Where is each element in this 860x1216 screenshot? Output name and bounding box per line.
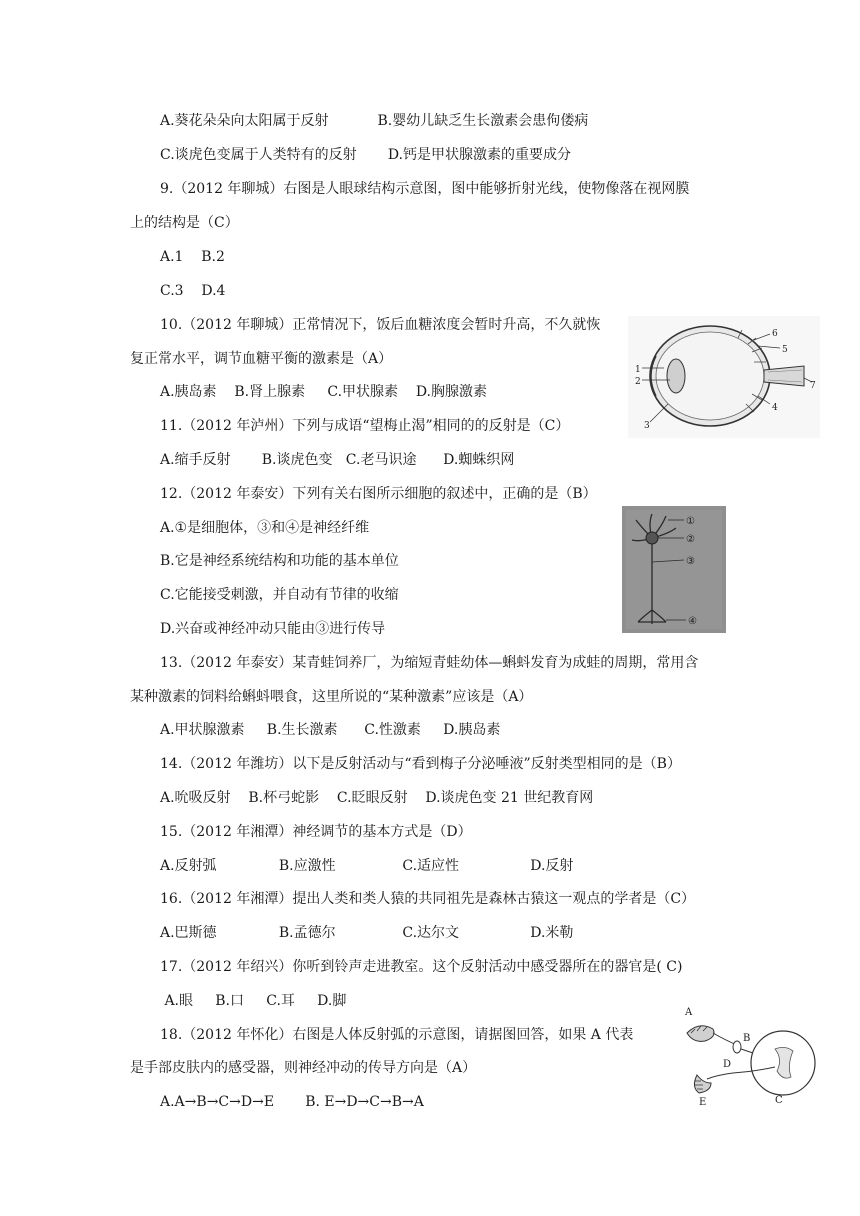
q10-options: A.胰岛素 B.肾上腺素 C.甲状腺素 D.胸腺激素 — [160, 384, 487, 400]
q11-options: A.缩手反射 B.谈虎色变 C.老马识途 D.蜘蛛织网 — [160, 452, 515, 468]
neuron-label-4: ④ — [688, 616, 697, 627]
reflex-label-b: B — [743, 1033, 751, 1044]
q15-stem: 15.（2012 年湘潭）神经调节的基本方式是（D） — [160, 824, 472, 840]
eye-structure-figure — [628, 316, 820, 438]
q18-options: A.A→B→C→D→E B. E→D→C→B→A — [160, 1094, 424, 1110]
q15-options: A.反射弧 B.应激性 C.适应性 D.反射 — [160, 858, 574, 874]
q13-options: A.甲状腺激素 B.生长激素 C.性激素 D.胰岛素 — [160, 722, 501, 738]
q12-option-c: C.它能接受刺激，并自动有节律的收缩 — [160, 587, 399, 603]
q16-stem: 16.（2012 年湘潭）提出人类和类人猿的共同祖先是森林古猿这一观点的学者是（C） — [160, 891, 696, 907]
eye-label-2: 2 — [635, 377, 641, 387]
q18-stem-line2: 是手部皮肤内的感受器，则神经冲动的传导方向是（A） — [130, 1060, 477, 1076]
q12-option-d: D.兴奋或神经冲动只能由③进行传导 — [160, 621, 386, 637]
q8-options-cd: C.谈虎色变属于人类特有的反射 D.钙是甲状腺激素的重要成分 — [160, 147, 571, 163]
q9-options-ab: A.1 B.2 — [160, 249, 225, 265]
reflex-label-e: E — [699, 1097, 707, 1107]
reflex-arc-figure — [677, 1003, 829, 1107]
eye-label-3: 3 — [644, 421, 650, 431]
q12-option-a: A.①是细胞体，③和④是神经纤维 — [160, 520, 370, 536]
q12-option-b: B.它是神经系统结构和功能的基本单位 — [160, 553, 399, 569]
q14-stem: 14.（2012 年潍坊）以下是反射活动与“看到梅子分泌唾液”反射类型相同的是（B） — [160, 756, 681, 772]
q17-stem: 17.（2012 年绍兴）你听到铃声走进教室。这个反射活动中感受器所在的器官是( C) — [160, 959, 683, 975]
q9-options-cd: C.3 D.4 — [160, 283, 226, 299]
reflex-label-d: D — [723, 1059, 732, 1070]
q8-options-ab: A.葵花朵朵向太阳属于反射 B.婴幼儿缺乏生长激素会患佝偻病 — [160, 113, 589, 129]
q18-stem-line1: 18.（2012 年怀化）右图是人体反射弧的示意图，请据图回答，如果 A 代表 — [160, 1027, 634, 1043]
q11-stem: 11.（2012 年泸州）下列与成语“望梅止渴”相同的的反射是（C） — [160, 418, 570, 434]
q10-stem-line1: 10.（2012 年聊城）正常情况下，饭后血糖浓度会暂时升高，不久就恢 — [160, 317, 601, 333]
q12-stem: 12.（2012 年泰安）下列有关右图所示细胞的叙述中，正确的是（B） — [160, 486, 597, 502]
q9-stem-line2: 上的结构是（C） — [130, 215, 239, 231]
eye-label-4: 4 — [772, 403, 778, 413]
reflex-label-c: C — [775, 1095, 783, 1106]
eye-label-1: 1 — [635, 365, 641, 375]
eye-label-5: 5 — [782, 345, 788, 355]
neuron-figure — [622, 506, 726, 633]
eye-label-6: 6 — [772, 329, 778, 339]
neuron-label-1: ① — [686, 516, 695, 527]
q17-options: A.眼 B.口 C.耳 D.脚 — [160, 993, 347, 1009]
q16-options: A.巴斯德 B.孟德尔 C.达尔文 D.米勒 — [160, 925, 574, 941]
q13-stem-line2: 某种激素的饲料给蝌蚪喂食，这里所说的“某种激素”应该是（A） — [130, 689, 533, 705]
eye-label-7: 7 — [810, 381, 816, 391]
q13-stem-line1: 13.（2012 年泰安）某青蛙饲养厂，为缩短青蛙幼体—蝌蚪发育为成蛙的周期，常用含 — [160, 655, 699, 671]
neuron-label-3: ③ — [686, 556, 695, 567]
q14-options: A.吮吸反射 B.杯弓蛇影 C.眨眼反射 D.谈虎色变 21 世纪教育网 — [160, 790, 594, 806]
reflex-label-a: A — [685, 1007, 693, 1018]
neuron-label-2: ② — [686, 534, 695, 545]
q10-stem-line2: 复正常水平，调节血糖平衡的激素是（A） — [130, 351, 393, 367]
q9-stem-line1: 9.（2012 年聊城）右图是人眼球结构示意图，图中能够折射光线，使物像落在视网膜 — [160, 181, 690, 197]
